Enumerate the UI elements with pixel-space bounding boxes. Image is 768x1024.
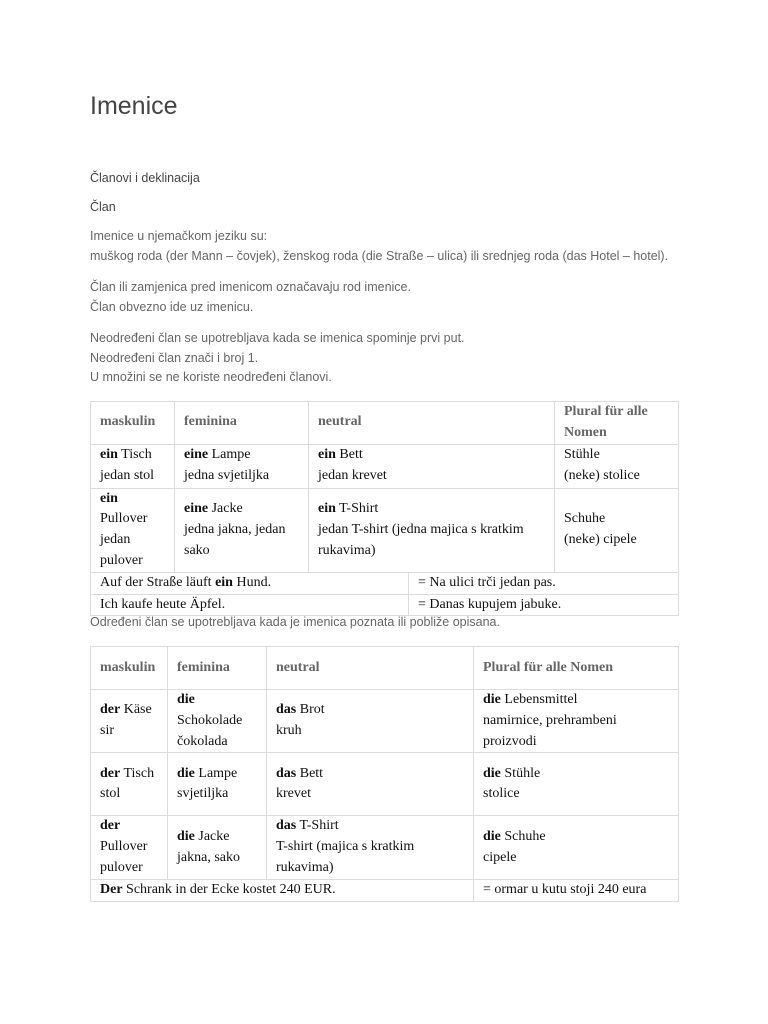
- table-row: [91, 444, 679, 488]
- table-row: [91, 816, 679, 879]
- table-cell: das Bett krevet: [267, 753, 474, 816]
- table-cell: die Lampe svjetiljka: [168, 753, 267, 816]
- column-header: maskulin: [91, 402, 175, 445]
- table-cell: eine Lampe jedna svjetiljka: [175, 444, 309, 488]
- intro-line: muškog roda (der Mann – čovjek), ženskog roda (die Straße – ulica) ili srednjeg roda (das Hotel – hotel).: [90, 248, 669, 263]
- section-heading: Član: [90, 200, 116, 214]
- definite-article-table: [90, 646, 679, 902]
- indefinite-paragraph: [90, 329, 465, 388]
- article-paragraph: [90, 278, 411, 317]
- column-header: neutral: [267, 647, 474, 690]
- table-header-row: [91, 647, 679, 690]
- table-cell: ein Pullover jedan pulover: [91, 488, 175, 572]
- paragraph-line: Član obvezno ide uz imenicu.: [90, 299, 254, 314]
- intro-line: Imenice u njemačkom jeziku su:: [90, 229, 268, 243]
- table-cell: Stühle (neke) stolice: [555, 444, 679, 488]
- table-row: [91, 690, 679, 753]
- example-sentence: Ich kaufe heute Äpfel.: [91, 594, 409, 616]
- table-cell: das T-Shirt T-shirt (majica s kratkim rukavima): [267, 816, 474, 879]
- table-cell: der Käse sir: [91, 690, 168, 753]
- example-translation: = Na ulici trči jedan pas.: [409, 572, 679, 594]
- paragraph-line: Neodređeni član se upotrebljava kada se imenica spominje prvi put.: [90, 331, 465, 345]
- table-row: [91, 488, 679, 572]
- table-cell: die Lebensmittel namirnice, prehrambeni proizvodi: [474, 690, 679, 753]
- column-header: feminina: [168, 647, 267, 690]
- table-cell: der Tisch stol: [91, 753, 168, 816]
- table-cell: ein Bett jedan krevet: [309, 444, 555, 488]
- column-header: maskulin: [91, 647, 168, 690]
- subtitle: Članovi i deklinacija: [90, 171, 200, 185]
- table-cell: ein Tisch jedan stol: [91, 444, 175, 488]
- paragraph-line: Član ili zamjenica pred imenicom označavaju rod imenice.: [90, 280, 411, 294]
- table-cell: eine Jacke jedna jakna, jedan sako: [175, 488, 309, 572]
- page-title: Imenice: [90, 92, 178, 120]
- table-cell: die Schokolade čokolada: [168, 690, 267, 753]
- column-header: Plural für alle Nomen: [555, 402, 679, 445]
- table-cell: das Brot kruh: [267, 690, 474, 753]
- table-cell: die Jacke jakna, sako: [168, 816, 267, 879]
- example-row: [91, 879, 679, 901]
- table-cell: ein T-Shirt jedan T-shirt (jedna majica s kratkim rukavima): [309, 488, 555, 572]
- example-sentence: Auf der Straße läuft ein Hund.: [91, 572, 409, 594]
- paragraph-line: U množini se ne koriste neodređeni članovi.: [90, 370, 332, 384]
- column-header: neutral: [309, 402, 555, 445]
- intro-paragraph: [90, 227, 668, 266]
- example-row: [91, 572, 679, 594]
- table-cell: der Pullover pulover: [91, 816, 168, 879]
- table-cell: Schuhe (neke) cipele: [555, 488, 679, 572]
- table-cell: die Stühle stolice: [474, 753, 679, 816]
- table-header-row: [91, 402, 679, 445]
- example-translation: = Danas kupujem jabuke.: [409, 594, 679, 616]
- column-header: feminina: [175, 402, 309, 445]
- indefinite-article-table: [90, 401, 679, 616]
- table-cell: die Schuhe cipele: [474, 816, 679, 879]
- paragraph-line: Neodređeni član znači i broj 1.: [90, 350, 259, 365]
- example-translation: = ormar u kutu stoji 240 eura: [474, 879, 679, 901]
- definite-paragraph: Određeni član se upotrebljava kada je imenica poznata ili pobliže opisana.: [90, 615, 500, 629]
- column-header: Plural für alle Nomen: [474, 647, 679, 690]
- table-row: [91, 753, 679, 816]
- example-sentence: Der Schrank in der Ecke kostet 240 EUR.: [91, 879, 474, 901]
